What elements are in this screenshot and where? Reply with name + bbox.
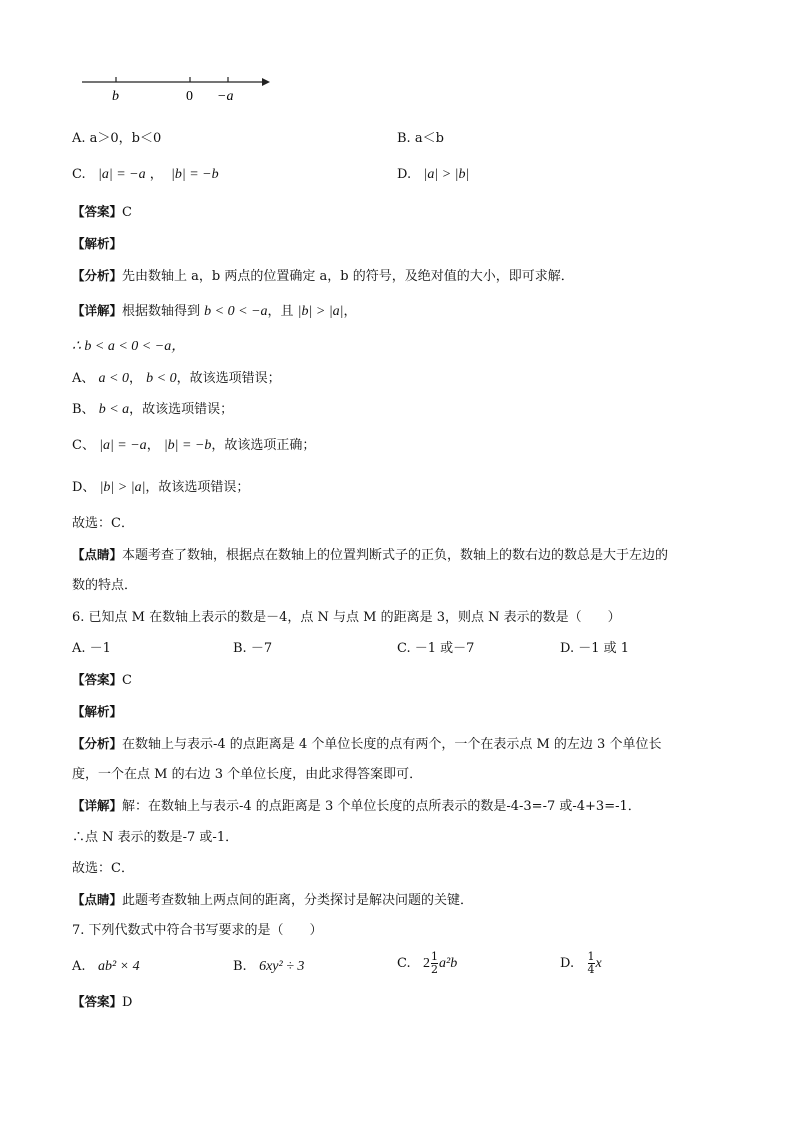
q6-answer-line [72,671,132,690]
q5-line-d-math: |b| > |a| [99,480,146,495]
q5-line-b-prefix: B、 [72,402,95,417]
q5-answer-tag: 【答案】 [72,204,123,219]
q5-line-d-prefix: D、 [72,480,96,495]
q7-option-d-rest: x [595,956,602,971]
q7-option-a-math: ab² × 4 [97,959,140,974]
q5-therefore-line [72,338,185,356]
q5-detail-tag: 【详解】 [72,303,123,318]
q5-option-c-prefix: C. [72,167,86,182]
q6-fenxi-text1: 在数轴上与表示-4 的点距离是 4 个单位长度的点有两个，一个在表示点 M 的左边 3 个单位长 [122,737,662,752]
q5-analysis-tag: 【解析】 [72,236,123,251]
q5-option-c-expr1: |a| = −a [98,167,146,182]
q5-answer-line [72,203,132,222]
q6-detail-text: 解：在数轴上与表示-4 的点距离是 3 个单位长度的点所表示的数是-4-3=-7 或-4+3=-1． [122,799,641,814]
q6-answer-tag: 【答案】 [72,672,123,687]
q5-therefore-math: ∴ b < a < 0 < −a， [72,339,186,354]
q6-comment-line [72,891,473,910]
q6-fenxi-tag: 【分析】 [72,736,123,751]
q7-answer-tag: 【答案】 [72,994,123,1009]
q5-line-c-math1: |a| = −a [99,438,147,453]
q5-line-c-suffix: ，故该选项正确； [211,438,316,453]
q7-option-b-prefix: B. [233,959,247,974]
q5-comment-text1: 本题考查了数轴，根据点在数轴上的位置判断式子的正负，数轴上的数右边的数总是大于左边的 [122,548,669,563]
q7-option-b [233,958,304,976]
q5-detail-math2: |b| > |a| [297,304,344,319]
q7-option-d [560,951,602,976]
q6-stem: 6. 已知点 M 在数轴上表示的数是－4，点 N 与点 M 的距离是 3，则点 N 表示的数是（ ） [72,610,621,625]
q5-option-d-prefix: D. [397,167,412,182]
q5-choose: 故选：C． [72,516,134,531]
q5-line-a-prefix: A、 [72,371,95,386]
q5-line-d-suffix: ，故该选项错误； [145,480,250,495]
q5-line-a: A、 a < 0， b < 0，故该选项错误； [72,371,281,386]
q7-stem: 7. 下列代数式中符合书写要求的是（ ） [72,923,323,938]
q5-answer: C [122,205,132,220]
q5-detail-math1: b < 0 < −a [204,304,268,319]
q7-option-a [72,958,140,976]
q5-line-a-math2: b < 0 [146,371,177,386]
q5-option-d [397,166,469,184]
q6-option-d: D. －1 或 1 [560,641,630,656]
q5-detail-text-c: ， [343,304,357,319]
q6-comment-tag: 【点睛】 [72,892,123,907]
q5-option-d-expr: |a| > |b| [423,167,470,182]
q7-option-a-prefix: A. [72,959,86,974]
q6-analysis-tag: 【解析】 [72,704,123,719]
q5-option-c-expr2: |b| = −b [171,167,219,182]
q5-comment-line1 [72,546,668,565]
q6-option-c: C. －1 或－7 [397,641,475,656]
q6-answer: C [122,673,132,688]
q6-option-b: B. －7 [233,641,273,656]
q6-detail-line [72,797,641,816]
q5-detail-text-b: ，且 [267,304,294,319]
q5-line-b-suffix: ，故该选项错误； [129,402,234,417]
label-b: b [112,89,119,104]
q6-option-a: A. －1 [72,641,111,656]
q5-line-b [72,401,233,419]
q5-comment-tag: 【点睛】 [72,547,123,562]
q5-line-c: C、 |a| = −a， |b| = −b，故该选项正确； [72,438,316,453]
q5-detail-text-a: 根据数轴得到 [122,304,201,319]
q7-option-c-rest: a²b [439,956,458,971]
q5-detail-line [72,302,357,321]
number-line-arrow [262,78,270,86]
q5-line-b-math: b < a [98,402,130,417]
q5-line-c-prefix: C、 [72,438,95,453]
q5-line-a-suffix: ，故该选项错误； [176,371,281,386]
q6-detail-tag: 【详解】 [72,798,123,813]
q5-line-d [72,479,249,497]
number-line-figure [80,70,280,110]
q5-line-c-math2: |b| = −b [163,438,212,453]
label-0: 0 [186,89,193,104]
q7-option-d-fraction: $\frac{1}{4}$ [587,950,595,976]
q5-line-a-math1: a < 0 [98,371,129,386]
q6-comment-text: 此题考查数轴上两点间的距离，分类探讨是解决问题的关键． [122,893,474,908]
q7-answer-line [72,993,132,1012]
q5-fenxi-tag: 【分析】 [72,268,123,283]
q5-fenxi-text: 先由数轴上 a，b 两点的位置确定 a，b 的符号，及绝对值的大小，即可求解． [122,269,574,284]
q6-fenxi-line1 [72,735,661,754]
q5-comment-line2: 数的特点． [72,578,138,593]
label-neg-a: −a [217,89,234,104]
q6-therefore: ∴点 N 表示的数是-7 或-1． [72,830,239,845]
q5-option-c: C. |a| = −a ， |b| = −b [72,167,219,182]
q7-option-c-whole: 2 [423,956,431,971]
q7-option-c-fraction: $\frac{1}{2}$ [431,950,439,976]
q6-choose: 故选：C． [72,861,134,876]
q6-fenxi-line2: 度，一个在点 M 的右边 3 个单位长度，由此求得答案即可． [72,767,423,782]
q7-option-c [397,951,457,976]
q5-option-b: B. a＜b [397,131,444,146]
q7-option-c-prefix: C. [397,956,411,971]
q7-option-b-math: 6xy² ÷ 3 [259,959,305,974]
q7-answer: D [122,995,133,1010]
q5-fenxi-line [72,267,574,286]
q5-option-a: A. a＞0，b＜0 [72,131,162,146]
q7-option-d-prefix: D. [560,956,575,971]
